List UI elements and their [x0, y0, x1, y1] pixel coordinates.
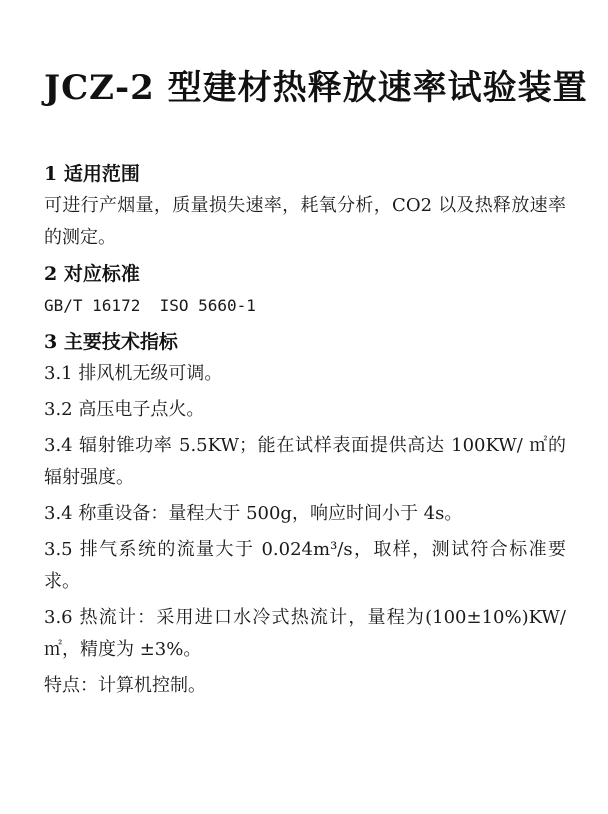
spec-item-3-1: 3.1 排风机无级可调。 [44, 363, 223, 384]
spec-item-3-6: 3.6 热流计：采用进口水冷式热流计，量程为(100±10%)KW/ ㎡，精度为 ±3%。 [44, 607, 566, 660]
section-heading-standard: 2 对应标准 [44, 263, 140, 285]
paragraph-standard: GB/T 16172 ISO 5660-1 [44, 296, 256, 315]
feature-note: 特点：计算机控制。 [44, 675, 206, 696]
paragraph-scope: 可进行产烟量，质量损失速率，耗氧分析，CO2 以及热释放速率的测定。 [44, 195, 566, 248]
section-heading-scope: 1 适用范围 [44, 163, 140, 185]
spec-item-3-2: 3.2 高压电子点火。 [44, 399, 205, 420]
spec-item-3-5: 3.5 排气系统的流量大于 0.024m³/s，取样，测试符合标准要求。 [44, 539, 566, 592]
page-title: JCZ-2 型建材热释放速率试验装置 [44, 68, 588, 108]
document-body [44, 158, 566, 706]
spec-item-3-4-weighing: 3.4 称重设备：量程大于 500g，响应时间小于 4s。 [44, 503, 463, 524]
section-heading-specs: 3 主要技术指标 [44, 331, 178, 353]
spec-item-3-4-radiant-cone: 3.4 辐射锥功率 5.5KW；能在试样表面提供高达 100KW/ ㎡的辐射强度。 [44, 435, 566, 488]
